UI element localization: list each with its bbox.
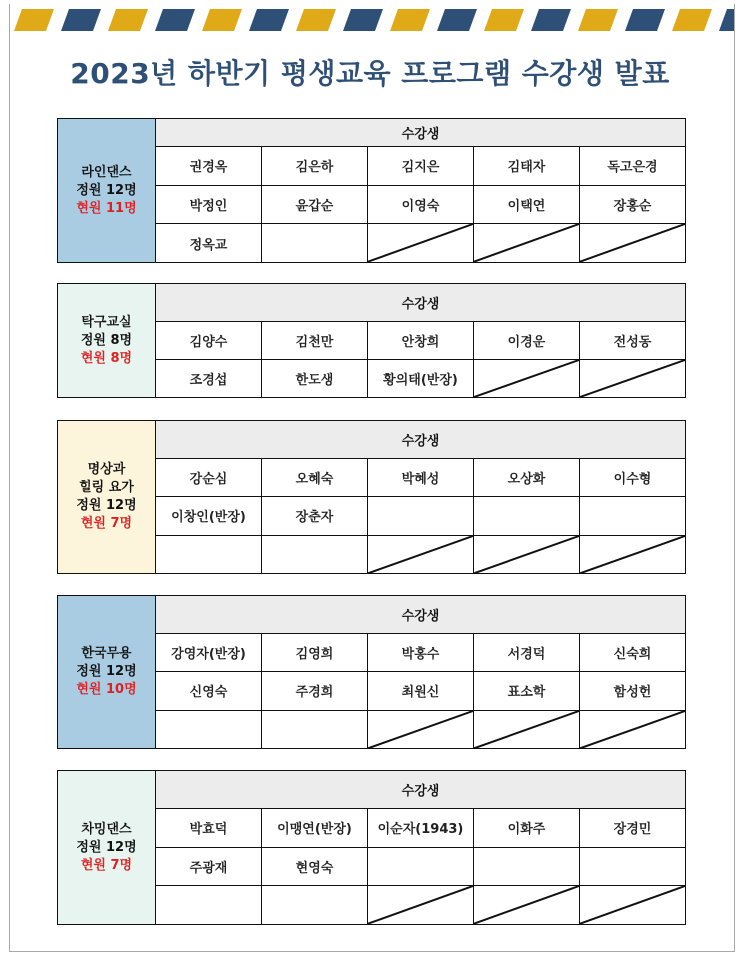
empty-slot-slashed bbox=[474, 711, 580, 748]
student-name: 주경희 bbox=[262, 672, 368, 709]
student-name: 장춘자 bbox=[262, 497, 368, 534]
student-name: 안창희 bbox=[368, 322, 474, 359]
students-header: 수강생 bbox=[156, 284, 685, 322]
stripe-segment bbox=[155, 9, 195, 31]
student-name: 김영희 bbox=[262, 634, 368, 671]
student-name: 오혜숙 bbox=[262, 459, 368, 496]
stripe-segment bbox=[437, 9, 477, 31]
student-name: 이영숙 bbox=[368, 186, 474, 224]
stripe-segment bbox=[578, 9, 618, 31]
diagonal-slash bbox=[474, 536, 579, 573]
capacity-text: 정원 12명 bbox=[76, 664, 137, 679]
student-name: 전성동 bbox=[613, 335, 652, 350]
student-name: 최원신 bbox=[368, 672, 474, 709]
student-name: 한도생 bbox=[262, 360, 368, 397]
section-table-tennis bbox=[57, 283, 686, 398]
student-table bbox=[156, 421, 685, 573]
student-table bbox=[156, 119, 685, 262]
empty-slot-slashed bbox=[474, 360, 580, 397]
student-name: 이화주 bbox=[474, 809, 580, 847]
students-header: 수강생 bbox=[156, 596, 685, 634]
current-count: 현원 8명 bbox=[80, 350, 133, 366]
current-count: 현원 7명 bbox=[80, 857, 133, 873]
table-row bbox=[156, 224, 685, 262]
stripe-segment bbox=[484, 9, 524, 31]
section-charming-dance bbox=[57, 770, 686, 925]
student-name: 이수형 bbox=[613, 472, 652, 488]
student-table bbox=[156, 596, 685, 748]
stripe-segment bbox=[296, 9, 336, 31]
student-name: 조경섭 bbox=[156, 360, 262, 397]
empty-slot-slashed bbox=[580, 711, 685, 748]
students-header: 수강생 bbox=[156, 119, 685, 147]
student-name: 김태자 bbox=[474, 147, 580, 185]
students-header: 수강생 bbox=[156, 771, 685, 809]
student-name: 이택연 bbox=[474, 186, 580, 224]
empty-slot-slashed bbox=[580, 886, 685, 924]
diagonal-slash bbox=[368, 224, 473, 262]
program-name: 한국무용 bbox=[81, 646, 132, 661]
stripe-segment bbox=[14, 9, 54, 31]
empty-slot bbox=[368, 497, 474, 534]
section-label bbox=[58, 119, 156, 262]
student-name: 강순심 bbox=[156, 459, 262, 496]
table-row bbox=[156, 497, 685, 535]
diagonal-slash bbox=[474, 360, 579, 397]
stripe-segment bbox=[61, 9, 101, 31]
diagonal-slash bbox=[580, 886, 685, 924]
current-count: 현원 10명 bbox=[76, 682, 137, 697]
diagonal-slash bbox=[368, 711, 473, 748]
empty-slot-slashed bbox=[368, 224, 474, 262]
student-name: 함성헌 bbox=[613, 685, 652, 701]
stripe-segment bbox=[390, 9, 430, 31]
stripe-segment bbox=[343, 9, 383, 31]
student-name: 이순자(1943) bbox=[368, 809, 474, 847]
empty-slot bbox=[156, 711, 262, 748]
current-count: 현원 11명 bbox=[76, 200, 137, 216]
stripe-segment bbox=[202, 9, 242, 31]
student-name: 서경덕 bbox=[474, 634, 580, 671]
stripe-segment bbox=[249, 9, 289, 31]
student-name: 김천만 bbox=[262, 322, 368, 359]
student-table bbox=[156, 284, 685, 397]
student-name: 독고은경 bbox=[607, 160, 658, 176]
table-row bbox=[156, 459, 685, 497]
section-korean-dance bbox=[57, 595, 686, 749]
student-name: 황의태(반장) bbox=[368, 360, 474, 397]
empty-slot-slashed bbox=[474, 886, 580, 924]
table-row bbox=[156, 886, 685, 924]
empty-slot-slashed bbox=[474, 536, 580, 573]
student-name: 강영자(반장) bbox=[156, 634, 262, 671]
diagonal-slash bbox=[580, 711, 685, 748]
section-meditation-yoga bbox=[57, 420, 686, 574]
program-name: 차밍댄스 bbox=[81, 821, 132, 837]
table-row bbox=[156, 186, 685, 225]
section-label bbox=[58, 771, 156, 924]
empty-slot bbox=[474, 848, 580, 886]
diagonal-slash bbox=[368, 886, 473, 924]
student-name: 이경운 bbox=[474, 322, 580, 359]
table-row bbox=[156, 809, 685, 848]
current-count: 현원 7명 bbox=[80, 516, 133, 531]
student-name: 윤갑순 bbox=[262, 186, 368, 224]
capacity-text: 정원 12명 bbox=[76, 182, 137, 198]
diagonal-slash bbox=[580, 536, 685, 573]
table-row bbox=[156, 147, 685, 186]
diagonal-slash bbox=[474, 886, 579, 924]
table-row bbox=[156, 711, 685, 748]
empty-slot-slashed bbox=[474, 224, 580, 262]
empty-slot bbox=[156, 886, 262, 924]
student-name: 장홍순 bbox=[613, 199, 652, 214]
empty-slot bbox=[262, 886, 368, 924]
student-name: 김은하 bbox=[262, 147, 368, 185]
empty-slot bbox=[156, 536, 262, 573]
table-row bbox=[156, 672, 685, 710]
student-name: 박효덕 bbox=[156, 809, 262, 847]
table-row bbox=[156, 322, 685, 360]
section-label bbox=[58, 284, 156, 397]
student-name: 오상화 bbox=[474, 459, 580, 496]
student-name: 권경옥 bbox=[156, 147, 262, 185]
empty-slot bbox=[368, 848, 474, 886]
stripe-segment bbox=[531, 9, 571, 31]
decorative-stripe-bar bbox=[10, 9, 734, 31]
student-name: 박홍수 bbox=[368, 634, 474, 671]
capacity-text: 정원 8명 bbox=[80, 332, 133, 348]
empty-slot-slashed bbox=[580, 360, 685, 397]
empty-slot-slashed bbox=[368, 886, 474, 924]
student-name: 김지은 bbox=[368, 147, 474, 185]
section-label bbox=[58, 596, 156, 748]
diagonal-slash bbox=[474, 711, 579, 748]
table-row bbox=[156, 360, 685, 397]
empty-slot-slashed bbox=[368, 711, 474, 748]
student-name: 장경민 bbox=[613, 822, 652, 838]
program-name: 탁구교실 bbox=[81, 314, 132, 330]
diagonal-slash bbox=[474, 224, 579, 262]
empty-slot bbox=[580, 848, 685, 886]
program-name-line2: 힐링 요가 bbox=[79, 480, 134, 495]
table-row bbox=[156, 634, 685, 672]
empty-slot bbox=[580, 497, 685, 534]
diagonal-slash bbox=[368, 536, 473, 573]
student-name: 신숙희 bbox=[613, 647, 652, 663]
student-name: 주광재 bbox=[156, 848, 262, 886]
student-name: 이창인(반장) bbox=[156, 497, 262, 534]
empty-slot bbox=[262, 536, 368, 573]
student-name: 김양수 bbox=[156, 322, 262, 359]
student-name: 신영숙 bbox=[156, 672, 262, 709]
program-name: 라인댄스 bbox=[81, 164, 132, 180]
student-name: 이맹연(반장) bbox=[262, 809, 368, 847]
diagonal-slash bbox=[580, 360, 685, 397]
section-label bbox=[58, 421, 156, 573]
stripe-pattern bbox=[10, 9, 734, 31]
student-name: 박혜성 bbox=[368, 459, 474, 496]
empty-slot-slashed bbox=[580, 536, 685, 573]
empty-slot bbox=[262, 224, 368, 262]
capacity-text: 정원 12명 bbox=[76, 498, 137, 513]
stripe-segment bbox=[719, 9, 734, 31]
empty-slot bbox=[262, 711, 368, 748]
stripe-segment bbox=[625, 9, 665, 31]
page-title: 2023년 하반기 평생교육 프로그램 수강생 발표 bbox=[70, 57, 670, 90]
student-name: 현영숙 bbox=[262, 848, 368, 886]
capacity-text: 정원 12명 bbox=[76, 839, 137, 855]
diagonal-slash bbox=[580, 224, 685, 262]
empty-slot bbox=[474, 497, 580, 534]
student-table bbox=[156, 771, 685, 924]
student-name: 표소학 bbox=[474, 672, 580, 709]
student-name: 정옥교 bbox=[156, 224, 262, 262]
student-name: 박정인 bbox=[156, 186, 262, 224]
empty-slot-slashed bbox=[368, 536, 474, 573]
students-header: 수강생 bbox=[156, 421, 685, 459]
program-name: 명상과 bbox=[87, 462, 126, 477]
stripe-segment bbox=[672, 9, 712, 31]
table-row bbox=[156, 848, 685, 887]
table-row bbox=[156, 536, 685, 573]
stripe-segment bbox=[108, 9, 148, 31]
section-line-dance bbox=[57, 118, 686, 263]
empty-slot-slashed bbox=[580, 224, 685, 262]
